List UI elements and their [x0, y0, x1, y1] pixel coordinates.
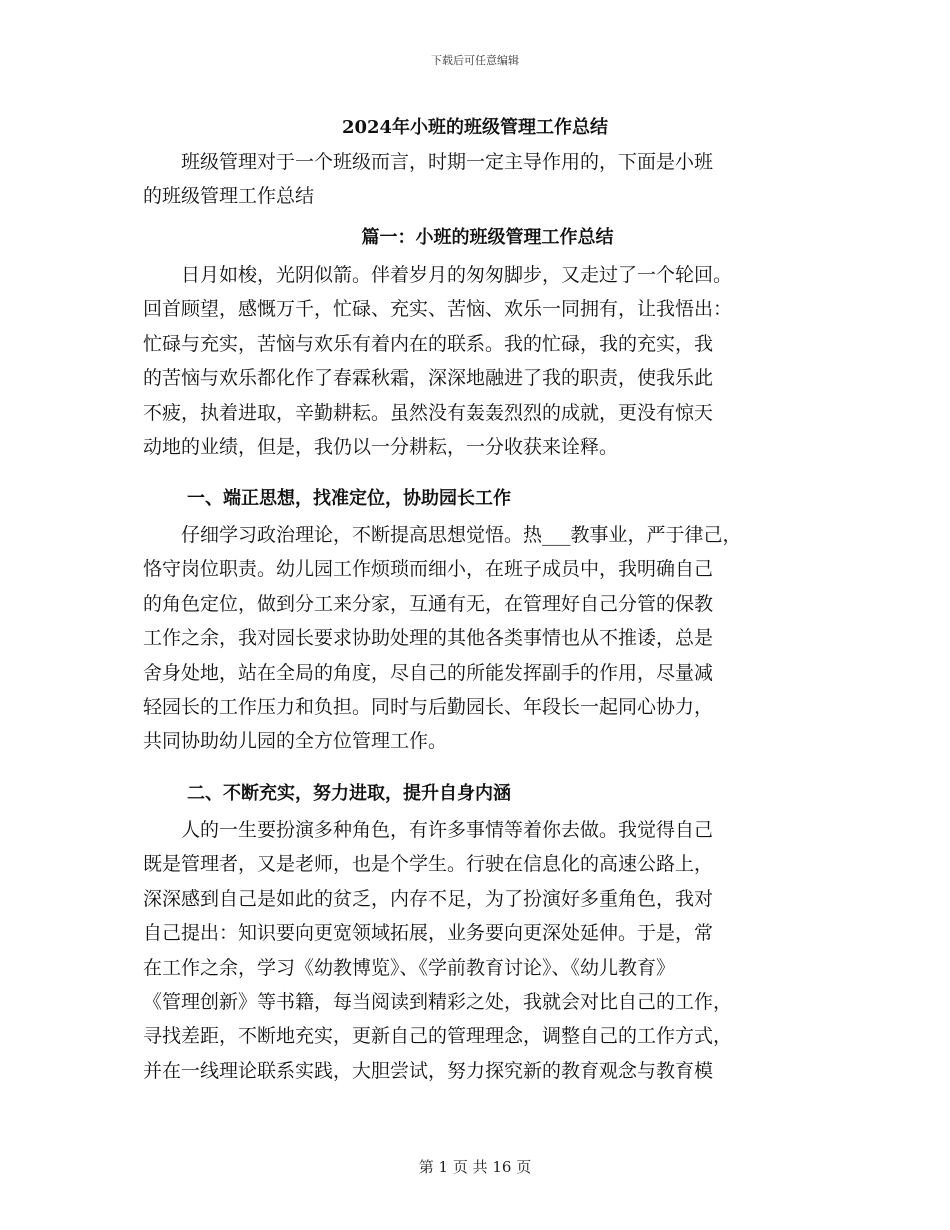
text-line: 轻园长的工作压力和负担。同时与后勤园长、年段长一起同心协力， — [143, 696, 714, 719]
paragraph-2 — [143, 518, 843, 759]
section-title: 篇一：小班的班级管理工作总结 — [361, 227, 614, 248]
text-line: 动地的业绩，但是，我仍以一分耕耘，一分收获来诠释。 — [143, 436, 619, 459]
text-line: 深深感到自己是如此的贫乏，内存不足，为了扮演好多重角色，我对 — [143, 887, 714, 910]
text-line: 的角色定位，做到分工来分家，互通有无，在管理好自己分管的保教 — [143, 592, 714, 615]
page-footer-number: 第 1 页 共 16 页 — [418, 1158, 532, 1176]
text-line: 仔细学习政治理论，不断提高思想觉悟。热___教事业，严于律己， — [143, 524, 742, 546]
text-line: 的班级管理工作总结 — [143, 185, 315, 208]
intro-paragraph — [143, 145, 843, 214]
text-line: 忙碌与充实，苦恼与欢乐有着内在的联系。我的忙碌，我的充实，我 — [143, 332, 714, 355]
paragraph-3 — [143, 813, 843, 1088]
text-line: 不疲，执着进取，辛勤耕耘。虽然没有轰轰烈烈的成就，更没有惊天 — [143, 401, 714, 424]
text-line: 并在一线理论联系实践，大胆尝试，努力探究新的教育观念与教育模 — [143, 1059, 714, 1082]
text-line: 班级管理对于一个班级而言，时期一定主导作用的，下面是小班 — [143, 151, 714, 173]
text-line: 寻找差距，不断地充实，更新自己的管理理念，调整自己的工作方式， — [143, 1025, 733, 1048]
text-line: 回首顾望，感慨万千，忙碌、充实、苦恼、欢乐一同拥有，让我悟出： — [143, 298, 733, 321]
document-title: 2024年小班的班级管理工作总结 — [341, 117, 609, 138]
text-line: 的苦恼与欢乐都化作了春霖秋霜，深深地融进了我的职责，使我乐此 — [143, 367, 714, 390]
text-line: 在工作之余，学习《幼教博览》、《学前教育讨论》、《幼儿教育》 — [143, 956, 676, 979]
text-line: 《管理创新》等书籍，每当阅读到精彩之处，我就会对比自己的工作， — [143, 991, 733, 1014]
text-line: 共同协助幼儿园的全方位管理工作。 — [143, 730, 448, 753]
text-line: 自己提出：知识要向更宽领域拓展，业务要向更深处延伸。于是，常 — [143, 922, 714, 945]
text-line: 既是管理者，又是老师，也是个学生。行驶在信息化的高速公路上， — [143, 853, 714, 876]
text-line: 恪守岗位职责。幼儿园工作烦琐而细小，在班子成员中，我明确自己 — [143, 558, 714, 581]
text-line: 工作之余，我对园长要求协助处理的其他各类事情也从不推诿，总是 — [143, 627, 714, 650]
text-line: 舍身处地，站在全局的角度，尽自己的所能发挥副手的作用，尽量减 — [143, 661, 714, 684]
section-heading-2: 二、不断充实，努力进取，提升自身内涵 — [187, 783, 511, 804]
page-header-note: 下载后可任意编辑 — [431, 54, 519, 67]
section-heading-1: 一、端正思想，找准定位，协助园长工作 — [187, 488, 511, 509]
paragraph-1 — [143, 258, 843, 464]
text-line: 人的一生要扮演多种角色，有许多事情等着你去做。我觉得自己 — [143, 819, 714, 841]
text-line: 日月如梭，光阴似箭。伴着岁月的匆匆脚步，又走过了一个轮回。 — [143, 264, 733, 286]
